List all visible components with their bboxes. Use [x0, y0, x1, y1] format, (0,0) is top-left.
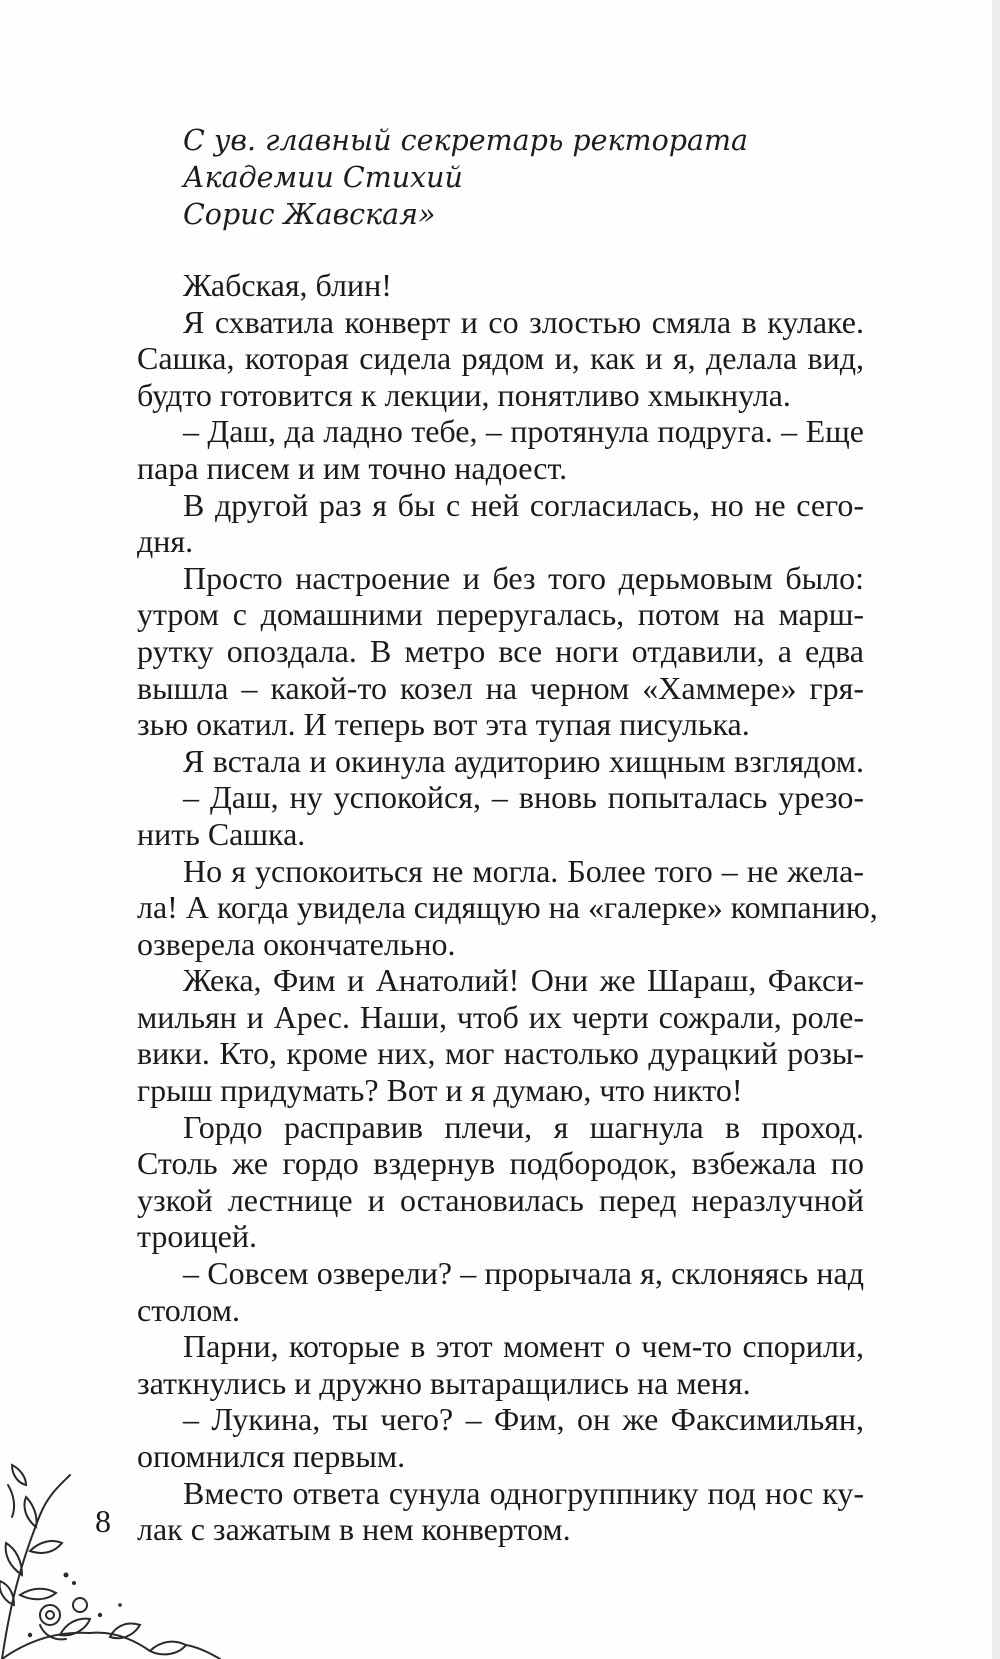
text-line: Но я успокоиться не могла. Более того – не жела- — [183, 852, 864, 889]
text-line: В другой раз я бы с ней согласилась, но не сего- — [183, 486, 864, 523]
text-line: мильян и Арес. Наши, чтоб их черти сожрали, роле- — [137, 998, 864, 1035]
text-line: Я схватила конверт и со злостью смяла в кулаке. — [183, 303, 864, 340]
text-line: вики. Кто, кроме них, мог настолько дурацкий розы- — [137, 1035, 864, 1072]
signature-line: С ув. главный секретарь ректората — [183, 124, 748, 157]
text-line: грыш придумать? Вот и я думаю, что никто! — [137, 1072, 743, 1109]
text-line: Гордо расправив плечи, я шагнула в проход. — [183, 1108, 864, 1145]
text-line: Вместо ответа сунула одногруппнику под нос ку- — [183, 1474, 864, 1511]
body-text — [137, 267, 878, 1548]
text-line: Просто настроение и без того дерьмовым было: — [183, 559, 864, 596]
text-line: ла! А когда увидела сидящую на «галерке» компанию, — [137, 889, 878, 926]
signature-line: Академии Стихий — [183, 161, 463, 194]
text-line: Парни, которые в этот момент о чем-то спорили, — [183, 1328, 864, 1365]
text-line: троицей. — [137, 1218, 257, 1255]
text-line: вышла – какой-то козел на черном «Хаммере» гря- — [137, 669, 864, 706]
text-line: узкой лестнице и остановилась перед неразлучной — [137, 1181, 864, 1218]
text-line: озверела окончательно. — [137, 925, 456, 962]
text-line: опомнился первым. — [137, 1438, 406, 1474]
letter-signature — [183, 122, 883, 233]
text-line: Я встала и окинула аудиторию хищным взглядом. — [183, 742, 864, 779]
text-line: утром с домашними переругалась, потом на марш- — [137, 596, 864, 633]
text-line: – Даш, да ладно тебе, – протянула подруга. – Еще — [183, 413, 864, 450]
text-line: Жабская, блин! — [183, 267, 392, 303]
text-line: столом. — [137, 1291, 240, 1328]
text-line: рутку опоздала. В метро все ноги отдавили, а едва — [137, 632, 864, 669]
page-number: 8 — [95, 1503, 111, 1539]
text-line: – Даш, ну успокойся, – вновь попыталась урезо- — [183, 779, 864, 816]
text-line: Столь же гордо вздернув подбородок, взбежала по — [137, 1145, 864, 1182]
signature-line: Сорис Жавская» — [183, 198, 436, 231]
floral-ornament-icon — [0, 1455, 230, 1659]
text-line: дня. — [137, 523, 194, 560]
text-line: нить Сашка. — [137, 815, 306, 852]
text-line: будто готовится к лекции, понятливо хмыкнула. — [137, 376, 791, 413]
text-line: пара писем и им точно надоест. — [137, 449, 568, 486]
text-line: заткнулись и дружно вытаращились на меня. — [137, 1364, 751, 1401]
text-line: – Совсем озверели? – прорычала я, склоняясь над — [183, 1255, 864, 1292]
page-edge-shadow — [992, 0, 1000, 1659]
text-line: лак с зажатым в нем конвертом. — [137, 1511, 571, 1548]
text-line: – Лукина, ты чего? – Фим, он же Факсимильян, — [183, 1401, 864, 1438]
text-line: зью окатил. И теперь вот эта тупая писулька. — [137, 706, 750, 743]
text-line: Жека, Фим и Анатолий! Они же Шараш, Факси- — [183, 962, 864, 999]
text-line: Сашка, которая сидела рядом и, как и я, делала вид, — [137, 340, 864, 377]
